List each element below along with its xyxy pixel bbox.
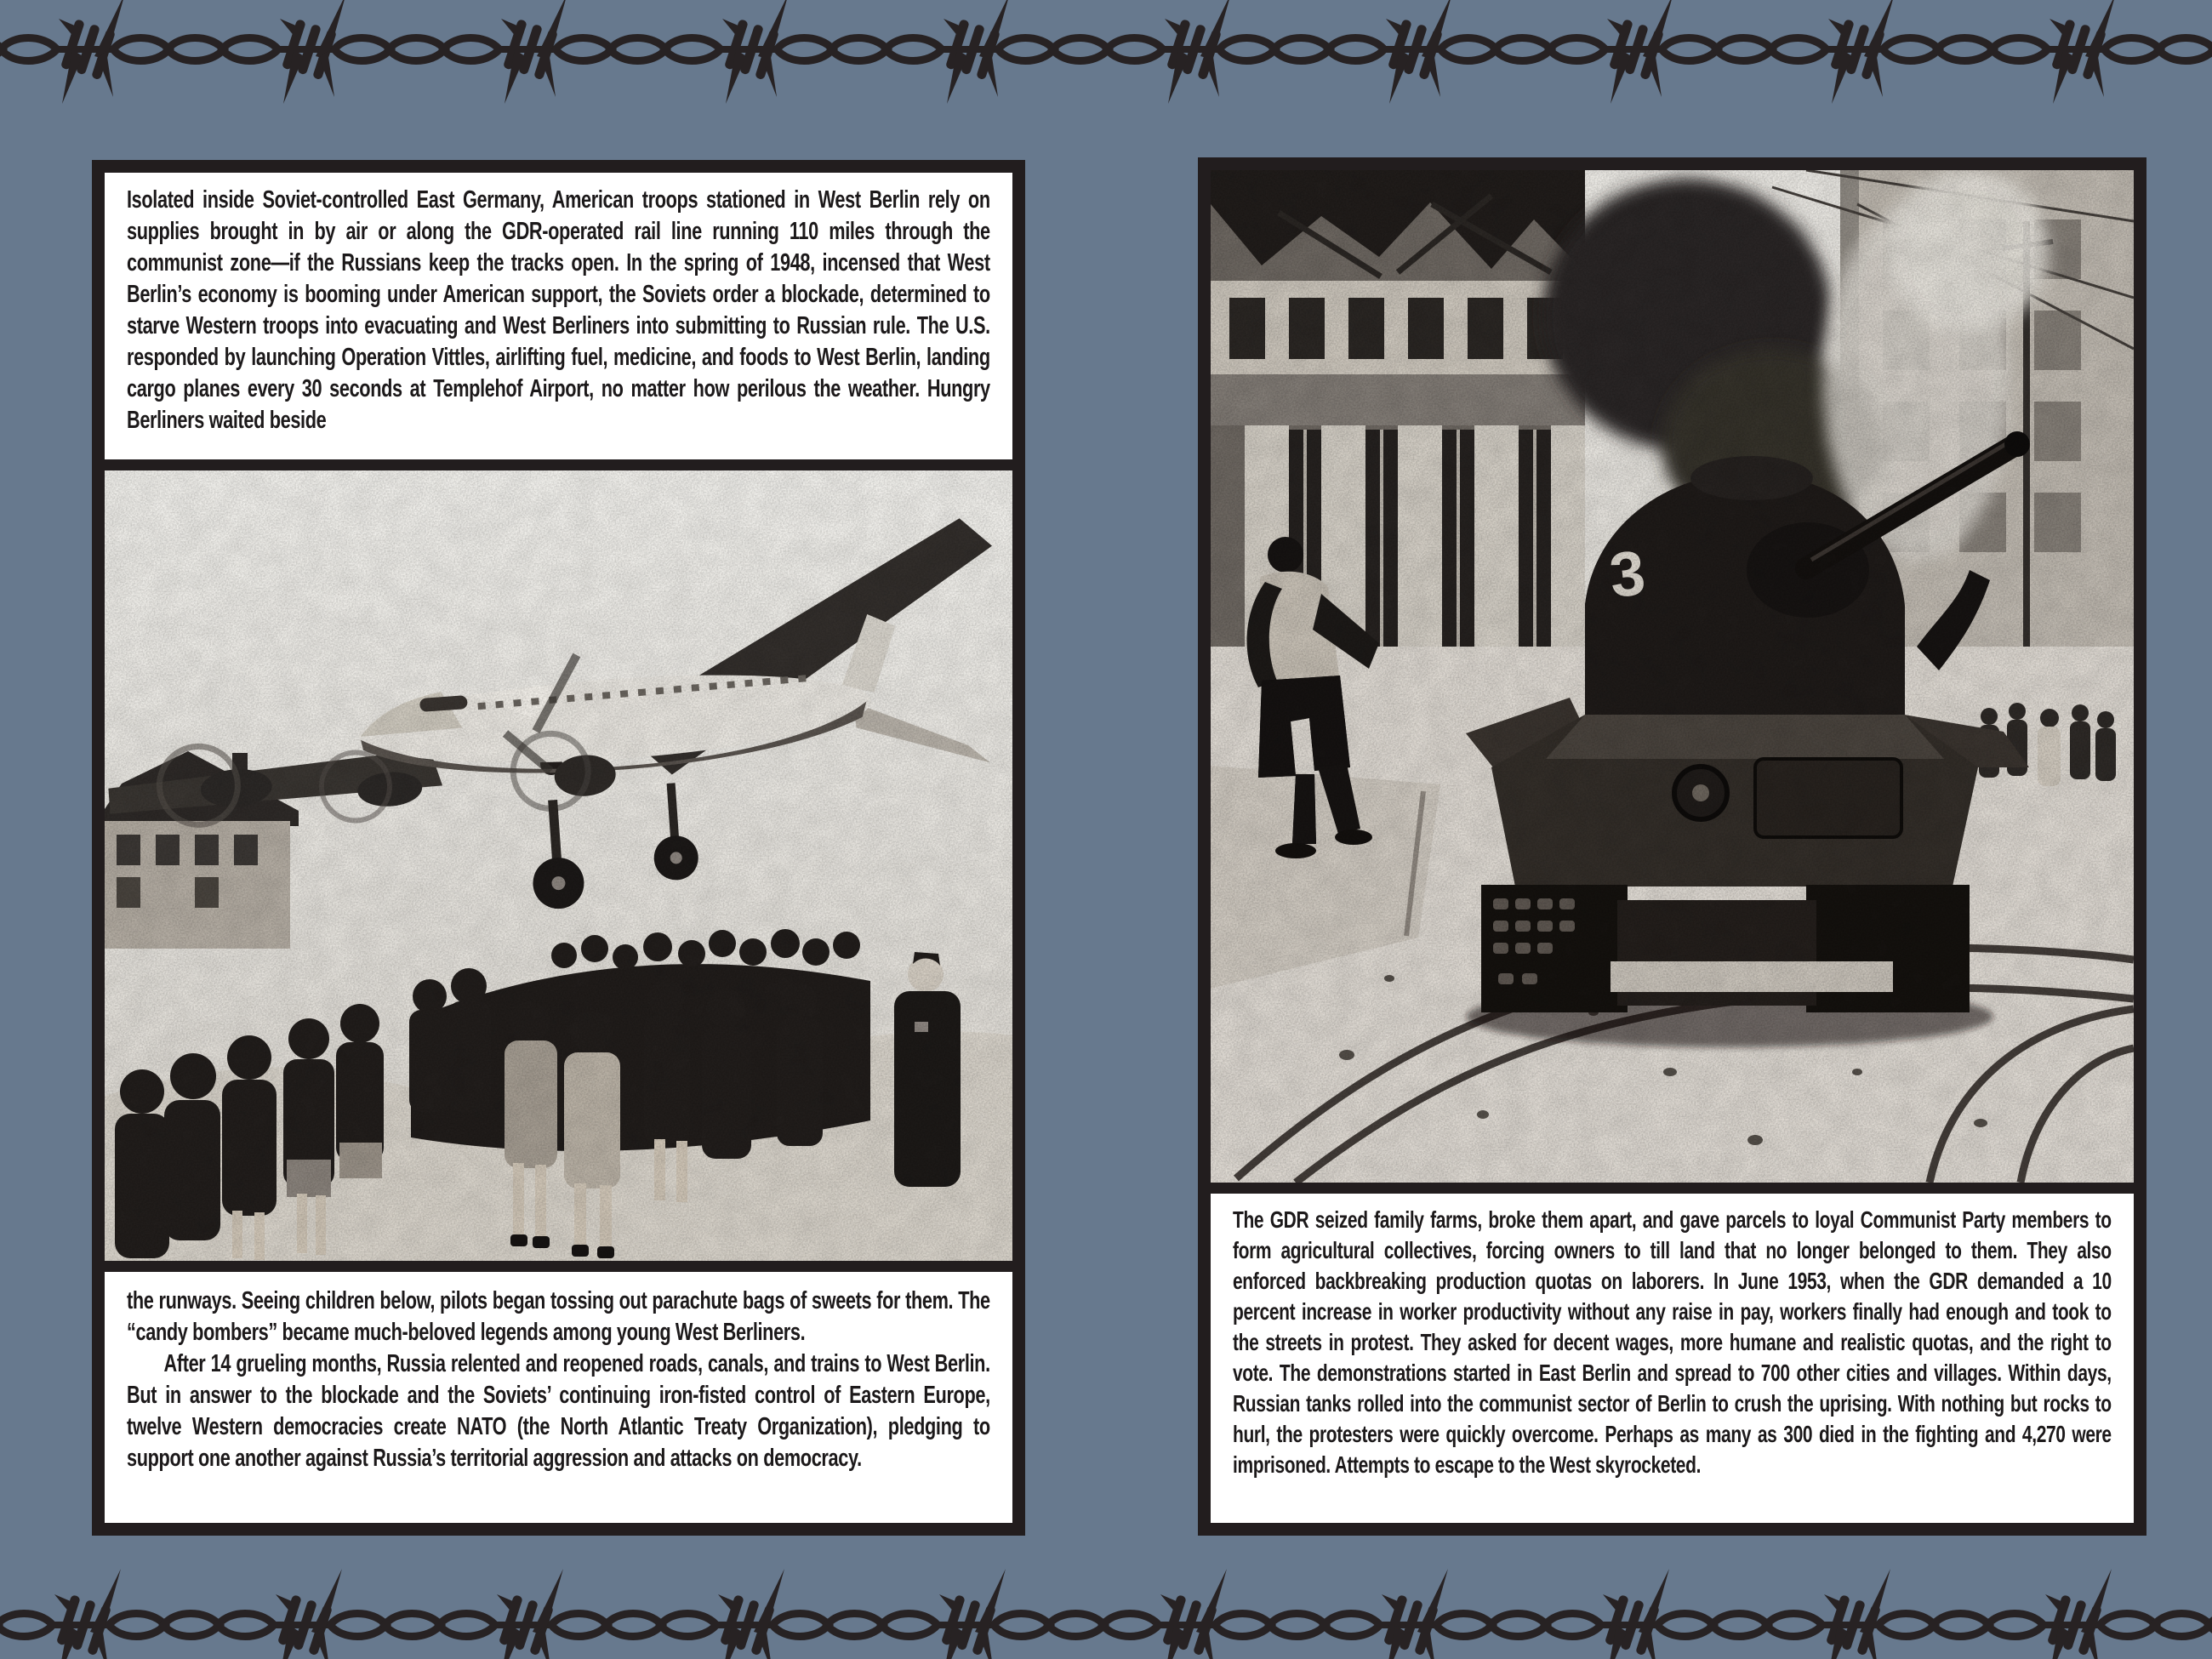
barbed-wire-bottom-border bbox=[0, 1565, 2212, 1659]
right-text-panel bbox=[1211, 1194, 2134, 1523]
left-bottom-text-panel bbox=[105, 1272, 1012, 1523]
tank-number: 3 bbox=[1605, 537, 1649, 611]
candy-bombers-paragraph: the runways. Seeing children below, pilots began tossing out parachute bags of sweets for them. The “candy bombers” became much-beloved legends among young West Berliners. bbox=[127, 1287, 990, 1346]
left-top-text-panel bbox=[105, 173, 1012, 459]
berlin-airlift-photo bbox=[105, 470, 1012, 1261]
candy-bombers-paragraphs bbox=[127, 1286, 990, 1474]
nato-paragraph: After 14 grueling months, Russia relented and reopened roads, canals, and trains to West Berlin. But in answer to the blockade and the Soviets’ continuing iron-fisted control of Eastern Europe, twelve Western democracies create NATO (the North Atlantic Treaty Organization), pledging to support one another against Russia’s territorial aggression and attacks on democracy. bbox=[127, 1350, 990, 1472]
berlin-airlift-paragraph: Isolated inside Soviet-controlled East Germany, American troops stationed in West Berlin rely on supplies brought in by air or along the GDR-operated rail line running 110 miles through the communist zone—if the Russians keep the tracks open. In the spring of 1948, incensed that West Berlin’s economy is booming under American support, the Soviets order a blockade, determined to starve Western troops into evacuating and West Berliners into submitting to Russian rule. The U.S. responded by launching Operation Vittles, airlifting fuel, medicine, and foods to West Berlin, landing cargo planes every 30 seconds at Templehof Airport, no matter how perilous the weather. Hungry Berliners waited beside bbox=[127, 186, 990, 434]
right-page-frame bbox=[1198, 157, 2146, 1536]
photo-mottle bbox=[105, 470, 1012, 1261]
photo-mottle bbox=[1211, 170, 2134, 1183]
barbed-wire-top-border bbox=[0, 0, 2212, 117]
gdr-uprising-paragraph: The GDR seized family farms, broke them apart, and gave parcels to loyal Communist Party members to form agricultural collectives, forcing owners to till land that no longer belonged to them. They also enforced backbreaking production quotas on laborers. In June 1953, when the GDR demanded a 10 percent increase in worker productivity without any raise in pay, workers finally had enough and took to the streets in protest. They asked for decent wages, more humane and realistic quotas, and the right to vote. The demonstrations started in East Berlin and spread to 700 other cities and villages. Within days, Russian tanks rolled into the communist sector of Berlin to crush the uprising. With nothing but rocks to hurl, the protesters were quickly overcome. Perhaps as many as 300 died in the fighting and 4,270 were imprisoned. Attempts to escape to the West skyrocketed. bbox=[1233, 1206, 2112, 1478]
soviet-tank-photo bbox=[1211, 170, 2134, 1183]
left-page-frame bbox=[92, 160, 1025, 1536]
